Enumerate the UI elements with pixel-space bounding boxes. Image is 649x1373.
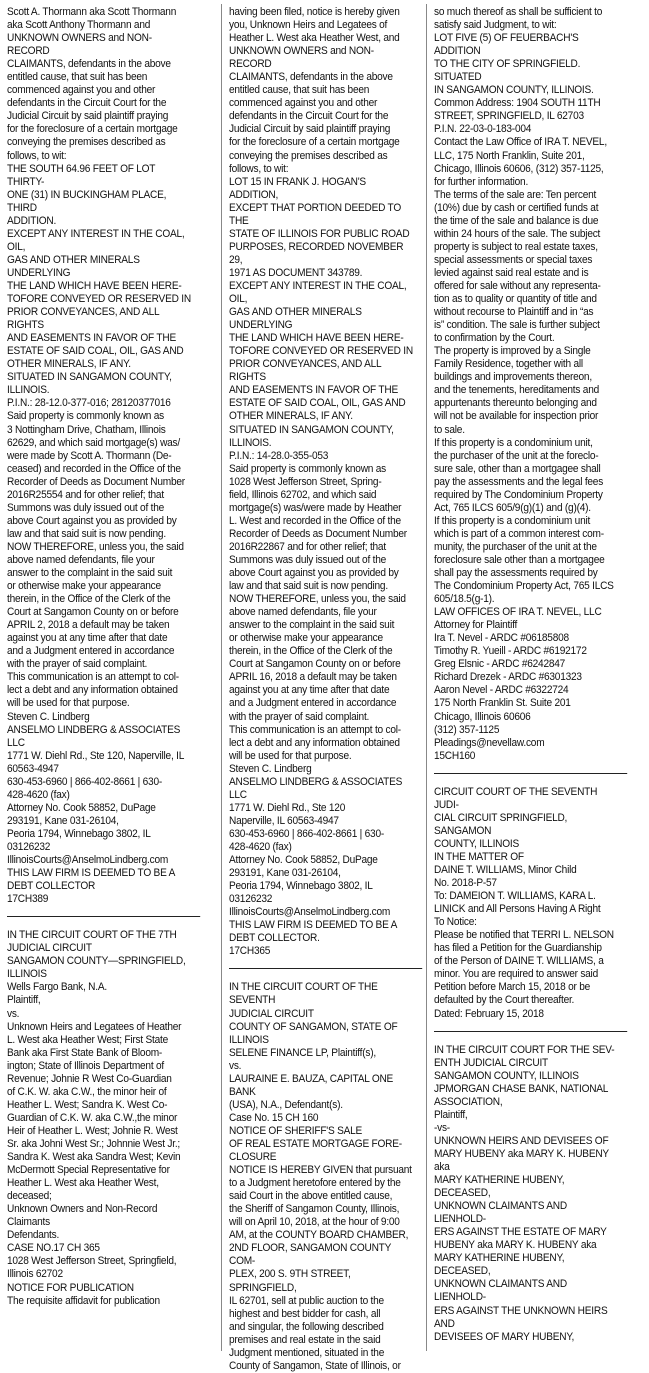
notice-separator	[434, 773, 627, 774]
notice-line: to confirmation by the Court.	[434, 332, 555, 345]
notice-line: ADDITION.	[7, 214, 57, 227]
notice-line: vs.	[7, 1007, 20, 1020]
notice-line: for the foreclosure of a certain mortgage	[229, 136, 400, 149]
notice-line: 293191, Kane 031-26104,	[7, 814, 119, 827]
notice-line: Bank aka First State Bank of Bloom-	[7, 1046, 163, 1059]
notice-line: Act, 765 ILCS 605/9(g)(1) and (g)(4).	[434, 501, 591, 514]
notice-line: commenced against you and other	[229, 97, 378, 110]
notice-line: Heather L. West; Sandra K. West Co-	[7, 1098, 168, 1111]
notice-line: has filed a Petition for the Guardianship	[434, 942, 602, 955]
notice-line: COUNTY, ILLINOIS	[434, 837, 519, 850]
notice-line: (10%) due by cash or certified funds at	[434, 201, 599, 214]
legal-notice	[434, 786, 620, 1021]
notice-line: aka Scott Anthony Thormann and	[7, 19, 151, 32]
notice-line: 03126232	[229, 893, 273, 906]
notice-line: MARY KATHERINE HUBENY, DECEASED,	[434, 1252, 565, 1278]
notice-line: GAS AND OTHER MINERALS UNDERLYING	[7, 253, 140, 279]
notice-line: to a Judgment heretofore entered by the	[229, 1177, 401, 1190]
notice-line: PLEX, 200 S. 9TH STREET, SPRINGFIELD,	[229, 1268, 351, 1294]
notice-line: CLOSURE	[229, 1151, 277, 1164]
notice-separator	[229, 968, 422, 969]
notice-line: Judgment mentioned, situated in the	[229, 1346, 385, 1359]
notice-line: will be used for that purpose.	[229, 749, 352, 762]
notice-line: so much thereof as shall be sufficient to	[434, 6, 603, 18]
notice-line: said Court in the above entitled cause,	[229, 1190, 393, 1203]
notice-line: LINICK and All Persons Having A Right	[434, 903, 601, 916]
notice-line: 1028 West Jefferson Street, Springfield,	[7, 1255, 177, 1268]
notice-line: IN THE CIRCUIT COURT FOR THE SEV-	[434, 1043, 615, 1056]
notice-line: munity, the purchaser of the unit at the	[434, 540, 597, 553]
notice-line: THE SOUTH 64.96 FEET OF LOT THIRTY-	[7, 162, 156, 188]
notice-line: GAS AND OTHER MINERALS UNDERLYING	[229, 306, 362, 332]
notice-line: NOTICE FOR PUBLICATION	[7, 1281, 134, 1294]
notice-line: IN THE CIRCUIT COURT OF THE 7TH	[7, 929, 177, 942]
notice-line: Aaron Nevel - ARDC #6322724	[434, 684, 569, 697]
notice-line: Steven C. Lindberg	[229, 762, 312, 775]
notice-line: If this property is a condominium unit	[434, 514, 591, 527]
notice-line: Naperville, IL 60563-4947	[229, 814, 339, 827]
notice-line: 428-4620 (fax)	[229, 841, 292, 853]
notice-line: NOTICE OF SHERIFF'S SALE	[229, 1124, 363, 1137]
column-divider	[221, 4, 222, 1351]
notice-line: Guardian of C.K. W. aka C.W.,the minor	[7, 1111, 178, 1124]
legal-notice	[434, 6, 620, 763]
notice-line: satisfy said Judgment, to wit:	[434, 19, 557, 32]
notice-line: PRIOR CONVEYANCES, AND ALL RIGHTS	[229, 358, 382, 384]
notice-line: Attorney No. Cook 58852, DuPage	[7, 801, 156, 814]
notice-line: levied against said real estate and is	[434, 266, 589, 279]
notice-line: will on April 10, 2018, at the hour of 9:00	[229, 1216, 400, 1229]
notice-line: Unknown Heirs and Legatees of Heather	[7, 1020, 182, 1033]
notice-line: To Notice:	[434, 916, 477, 929]
notice-line: 1771 W. Diehl Rd., Ste 120	[229, 801, 346, 814]
notice-line: OTHER MINERALS, IF ANY.	[7, 358, 131, 371]
notice-line: follows, to wit:	[229, 162, 289, 175]
notice-line: Said property is commonly known as	[229, 462, 386, 475]
notice-line: Unknown Owners and Non-Record	[7, 1203, 158, 1216]
notice-line: STATE OF ILLINOIS FOR PUBLIC ROAD	[229, 227, 410, 240]
notice-line: Summons was duly issued out of the	[229, 553, 387, 566]
notice-line: TOFORE CONVEYED OR RESERVED IN	[229, 345, 413, 358]
notice-line: L. West and recorded in the Office of the	[229, 514, 401, 527]
notice-line: OTHER MINERALS, IF ANY.	[229, 410, 353, 423]
notice-line: entitled cause, that suit has been	[229, 84, 370, 97]
notice-line: 2ND FLOOR, SANGAMON COUNTY COM-	[229, 1242, 391, 1268]
notice-line: LAURAINE E. BAUZA, CAPITAL ONE BANK	[229, 1072, 394, 1098]
notice-line: therein, in the Office of the Clerk of the	[229, 645, 393, 658]
notice-line: Recorder of Deeds as Document Number	[229, 527, 407, 540]
notice-line: above Court against you as provided by	[7, 514, 177, 527]
notice-line: SANGAMON COUNTY, ILLINOIS	[434, 1069, 579, 1082]
notice-line: lect a debt and any information obtained	[229, 736, 400, 749]
notice-line: conveying the premises described as	[229, 149, 388, 162]
notice-line: Recorder of Deeds as Document Number	[7, 475, 185, 488]
notice-line: DAINE T. WILLIAMS, Minor Child	[434, 864, 577, 876]
notice-line: IN SANGAMON COUNTY, ILLINOIS.	[434, 84, 594, 97]
notice-line: 175 North Franklin St. Suite 201	[434, 697, 571, 710]
notice-line: 2016R22867 and for other relief; that	[229, 540, 386, 553]
notice-line: ILLINOIS	[7, 968, 47, 981]
notice-line: special assessments or special taxes	[434, 253, 593, 266]
notice-line: PRIOR CONVEYANCES, AND ALL RIGHTS	[7, 306, 160, 332]
notice-line: CIAL CIRCUIT SPRINGFIELD, SANGAMON	[434, 811, 568, 837]
notice-line: The terms of the sale are: Ten percent	[434, 188, 597, 201]
notice-line: Claimants	[7, 1216, 50, 1229]
notice-line: Peoria 1794, Winnebago 3802, IL	[7, 827, 151, 840]
notice-line: ANSELMO LINDBERG & ASSOCIATES LLC	[7, 723, 181, 749]
notice-line: CLAIMANTS, defendants in the above	[229, 71, 393, 84]
notice-line: LAW OFFICES OF IRA T. NEVEL, LLC	[434, 606, 602, 619]
notice-line: Greg Elsnic - ARDC #6242847	[434, 658, 566, 671]
notice-line: EXCEPT THAT PORTION DEEDED TO THE	[229, 201, 401, 227]
notice-line: Sr. aka Johni West Sr.; Johnnie West Jr.;	[7, 1137, 181, 1150]
notice-line: Chicago, Illinois 60606	[434, 710, 531, 723]
notice-line: answer to the complaint in the said suit	[229, 619, 395, 632]
notice-line: 3 Nottingham Drive, Chatham, Illinois	[7, 423, 166, 436]
notice-line: LOT 15 IN FRANK J. HOGAN'S ADDITION,	[229, 175, 366, 201]
notice-line: Wells Fargo Bank, N.A.	[7, 981, 107, 994]
column-divider	[426, 4, 427, 1351]
notice-line: above named defendants, file your	[229, 606, 377, 619]
notice-line: 1771 W. Diehl Rd., Ste 120, Naperville, IL	[7, 749, 185, 762]
notice-line: DEBT COLLECTOR.	[229, 932, 320, 945]
notice-line: Heir of Heather L. West; Johnie R. West	[7, 1124, 178, 1137]
notice-line: therein, in the Office of the Clerk of the	[7, 593, 171, 606]
notice-line: UNKNOWN CLAIMANTS AND LIENHOLD-	[434, 1200, 567, 1226]
notice-line: UNKNOWN OWNERS and NON-RECORD	[7, 32, 152, 58]
notice-line: Court at Sangamon County on or before	[7, 606, 179, 619]
notice-line: NOTICE IS HEREBY GIVEN that pursuant	[229, 1164, 412, 1177]
notice-line: Heather L. West aka Heather West,	[7, 1177, 159, 1190]
notice-line: which is part of a common interest com-	[434, 527, 604, 540]
notice-line: AND EASEMENTS IN FAVOR OF THE	[229, 384, 398, 397]
notice-line: defaulted by the Court thereafter.	[434, 994, 575, 1007]
notice-line: 17CH365	[229, 945, 271, 958]
notice-line: Judicial Circuit by said plaintiff praying	[7, 110, 169, 123]
notice-line: will be used for that purpose.	[7, 697, 130, 710]
notice-line: ASSOCIATION,	[434, 1095, 503, 1108]
notice-line: defendants in the Circuit Court for the	[229, 110, 389, 123]
notice-line: CLAIMANTS, defendants in the above	[7, 58, 171, 71]
notice-line: follows, to wit:	[7, 149, 67, 162]
notice-line: shall pay the assessments required by	[434, 567, 598, 580]
notice-line: Common Address: 1904 SOUTH 11TH	[434, 97, 601, 110]
notice-line: Richard Drezek - ARDC #6301323	[434, 671, 582, 684]
notice-line: County of Sangamon, State of Illinois, or	[229, 1359, 401, 1372]
notice-line: (USA), N.A., Defendant(s).	[229, 1098, 343, 1111]
notice-line: 60563-4947	[7, 762, 59, 775]
notice-line: Attorney No. Cook 58852, DuPage	[229, 854, 378, 867]
notice-line: the Sheriff of Sangamon County, Illinois,	[229, 1203, 400, 1216]
notice-line: UNKNOWN OWNERS and NON-RECORD	[229, 45, 374, 71]
notice-line: ceased) and recorded in the Office of the	[7, 462, 181, 475]
notice-line: and singular, the following described	[229, 1320, 384, 1333]
notice-line: CIRCUIT COURT OF THE SEVENTH JUDI-	[434, 785, 598, 811]
legal-notice	[229, 981, 415, 1372]
notice-line: Judicial Circuit by said plaintiff praying	[229, 123, 391, 136]
notice-line: or otherwise make your appearance	[7, 580, 161, 593]
notice-line: The requisite affidavit for publication	[7, 1294, 160, 1307]
notice-line: for the foreclosure of a certain mortgage	[7, 123, 178, 136]
notice-line: STREET, SPRINGFIELD, IL 62703	[434, 110, 584, 123]
notice-line: Court at Sangamon County on or before	[229, 658, 401, 671]
notice-line: will not be available for inspection prior	[434, 410, 599, 423]
notice-line: 1028 West Jefferson Street, Spring-	[229, 475, 382, 488]
notice-line: NOW THEREFORE, unless you, the said	[7, 540, 184, 553]
notice-line: Ira T. Nevel - ARDC #06185808	[434, 632, 569, 645]
notice-line: ONE (31) IN BUCKINGHAM PLACE, THIRD	[7, 188, 167, 214]
notice-line: against you at any time after that date	[229, 684, 390, 697]
notice-line: EXCEPT ANY INTEREST IN THE COAL, OIL,	[229, 279, 407, 306]
notice-line: minor. You are required to answer said	[434, 968, 598, 981]
notice-line: mortgage(s) was/were made by Heather	[229, 501, 402, 514]
notice-line: -vs-	[434, 1121, 450, 1134]
notice-line: UNKNOWN HEIRS AND DEVISEES OF	[434, 1134, 609, 1147]
notice-line: to sale.	[434, 423, 465, 436]
notice-line: deceased;	[7, 1190, 52, 1203]
notice-line: Dated: February 15, 2018	[434, 1007, 544, 1020]
notice-line: MARY KATHERINE HUBENY, DECEASED,	[434, 1174, 565, 1200]
notice-line: P.I.N.: 14-28.0-355-053	[229, 449, 329, 462]
legal-notice	[229, 6, 415, 958]
notice-line: 03126232	[7, 841, 51, 853]
notice-line: ILLINOIS.	[229, 436, 272, 449]
notice-line: 1971 AS DOCUMENT 343789.	[229, 266, 363, 279]
notice-line: IN THE MATTER OF	[434, 850, 524, 863]
notice-line: P.I.N. 22-03-0-183-004	[434, 123, 532, 136]
notice-line: 630-453-6960 | 866-402-8661 | 630-	[229, 827, 384, 840]
notice-line: foreclosure sale other than a mortgagee	[434, 553, 605, 566]
notice-line: The property is improved by a Single	[434, 345, 591, 358]
notice-line: sure sale, other than a mortgagee shall	[434, 462, 601, 475]
notice-line: THIS LAW FIRM IS DEEMED TO BE A	[7, 867, 176, 880]
notice-line: pay the assessments and the legal fees	[434, 475, 604, 488]
notice-line: DEBT COLLECTOR	[7, 880, 96, 893]
notice-line: having been filed, notice is hereby given	[229, 6, 400, 18]
notice-line: offered for sale without any representa-	[434, 279, 601, 292]
notice-line: THIS LAW FIRM IS DEEMED TO BE A	[229, 919, 398, 932]
notice-line: for further information.	[434, 175, 529, 188]
notice-line: Pleadings@nevellaw.com	[434, 736, 545, 749]
notice-line: appurtenants thereunto belonging and	[434, 397, 597, 410]
notice-line: This communication is an attempt to col-	[229, 723, 401, 736]
notice-line: entitled cause, that suit has been	[7, 71, 148, 84]
column-3	[434, 6, 620, 1344]
notice-line: Family Residence, together with all	[434, 358, 583, 371]
notice-line: ENTH JUDICIAL CIRCUIT	[434, 1056, 548, 1069]
notice-line: Scott A. Thormann aka Scott Thormann	[7, 6, 177, 18]
notice-line: McDermott Special Representative for	[7, 1164, 170, 1177]
notice-line: above Court against you as provided by	[229, 567, 399, 580]
notice-line: of C.K. W. aka C.W., the minor heir of	[7, 1085, 167, 1098]
notice-line: you, Unknown Heirs and Legatees of	[229, 19, 388, 32]
notice-line: SELENE FINANCE LP, Plaintiff(s),	[229, 1046, 376, 1059]
notice-line: Contact the Law Office of IRA T. NEVEL,	[434, 136, 607, 149]
column-2	[229, 6, 415, 1373]
notice-line: Sandra K. West aka Sandra West; Kevin	[7, 1151, 181, 1164]
notice-line: Defendants.	[7, 1229, 60, 1242]
notice-line: THE LAND WHICH HAVE BEEN HERE-	[7, 279, 182, 292]
notice-line: JPMORGAN CHASE BANK, NATIONAL	[434, 1082, 609, 1095]
notice-line: LLC, 175 North Franklin, Suite 201,	[434, 149, 585, 162]
notice-line: above named defendants, file your	[7, 553, 155, 566]
notice-line: and a Judgment entered in accordance	[229, 697, 397, 710]
notice-line: DEVISEES OF MARY HUBENY,	[434, 1330, 575, 1343]
notice-line: JUDICIAL CIRCUIT	[229, 1007, 314, 1020]
notice-line: and a Judgment entered in accordance	[7, 645, 175, 658]
notice-line: ERS AGAINST THE ESTATE OF MARY	[434, 1226, 607, 1239]
notice-line: Plaintiff,	[434, 1108, 468, 1121]
notice-line: JUDICIAL CIRCUIT	[7, 942, 92, 955]
notice-line: is” condition. The sale is further subject	[434, 319, 600, 332]
notice-separator	[434, 1031, 627, 1032]
notice-line: 62629, and which said mortgage(s) was/	[7, 436, 180, 449]
notice-line: ILLINOIS	[229, 1033, 269, 1046]
notice-line: Timothy R. Yueill - ARDC #6192172	[434, 645, 587, 658]
notice-line: 15CH160	[434, 749, 476, 762]
notice-line: L. West aka Heather West; First State	[7, 1033, 168, 1046]
notice-line: law and that said suit is now pending.	[229, 580, 388, 593]
legal-notice	[7, 929, 193, 1307]
notice-line: Peoria 1794, Winnebago 3802, IL	[229, 880, 373, 893]
notice-line: within 24 hours of the sale. The subject	[434, 227, 601, 240]
notice-line: were made by Scott A. Thormann (De-	[7, 449, 172, 462]
notice-line: buildings and improvements thereon,	[434, 371, 592, 384]
notice-line: PURPOSES, RECORDED NOVEMBER 29,	[229, 240, 404, 266]
notice-line: SITUATED IN SANGAMON COUNTY,	[7, 371, 172, 384]
notice-line: conveying the premises described as	[7, 136, 166, 149]
notice-line: Heather L. West aka Heather West, and	[229, 32, 400, 45]
notice-line: AND EASEMENTS IN FAVOR OF THE	[7, 332, 176, 345]
notice-line: the purchaser of the unit at the foreclo-	[434, 449, 599, 462]
notice-line: IllinoisCourts@AnselmoLindberg.com	[229, 906, 391, 919]
notice-line: P.I.N.: 28-12.0-377-016; 28120377016	[7, 397, 171, 410]
notice-line: HUBENY aka MARY K. HUBENY aka	[434, 1239, 597, 1252]
notice-line: commenced against you and other	[7, 84, 156, 97]
notice-line: vs.	[229, 1059, 242, 1072]
notice-line: Revenue; Johnie R West Co-Guardian	[7, 1072, 172, 1085]
notice-line: against you at any time after that date	[7, 632, 168, 645]
notice-line: defendants in the Circuit Court for the	[7, 97, 167, 110]
notice-line: NOW THEREFORE, unless you, the said	[229, 593, 406, 606]
notice-line: AM, at the COUNTY BOARD CHAMBER,	[229, 1229, 409, 1242]
notice-line: tion as to quality or quantity of title and	[434, 293, 597, 306]
notice-line: COUNTY OF SANGAMON, STATE OF	[229, 1020, 398, 1033]
notice-line: 2016R25554 and for other relief; that	[7, 488, 164, 501]
notice-line: of the Person of DAINE T. WILLIAMS, a	[434, 955, 604, 968]
notice-line: Attorney for Plaintiff	[434, 619, 518, 632]
notice-line: The Condominium Property Act, 765 ILCS	[434, 580, 614, 593]
notice-line: This communication is an attempt to col-	[7, 671, 179, 684]
notice-line: Steven C. Lindberg	[7, 710, 90, 723]
notice-line: required by The Condominium Property	[434, 488, 603, 501]
notice-line: law and that said suit is now pending.	[7, 527, 166, 540]
notice-line: the time of the sale and balance is due	[434, 214, 599, 227]
notice-line: IL 62701, sell at public auction to the	[229, 1294, 384, 1307]
notice-line: Case No. 15 CH 160	[229, 1111, 319, 1124]
notice-line: Summons was duly issued out of the	[7, 501, 165, 514]
notice-line: field, Illinois 62702, and which said	[229, 488, 377, 501]
notice-line: and the tenements, hereditaments and	[434, 384, 600, 397]
notice-line: OF REAL ESTATE MORTGAGE FORE-	[229, 1137, 402, 1150]
notice-line: No. 2018-P-57	[434, 877, 497, 890]
notice-line: UNKNOWN CLAIMANTS AND LIENHOLD-	[434, 1278, 567, 1304]
notice-line: ington; State of Illinois Department of	[7, 1059, 164, 1072]
notice-line: THE LAND WHICH HAVE BEEN HERE-	[229, 332, 404, 345]
notice-line: 428-4620 (fax)	[7, 788, 70, 801]
notice-line: SANGAMON COUNTY—SPRINGFIELD,	[7, 955, 186, 968]
notice-line: Said property is commonly known as	[7, 410, 164, 423]
notice-line: ANSELMO LINDBERG & ASSOCIATES LLC	[229, 775, 403, 801]
notice-separator	[7, 916, 200, 917]
legal-notice	[7, 6, 193, 906]
notice-line: Petition before March 15, 2018 or be	[434, 981, 590, 994]
notice-line: property is subject to real estate taxes,	[434, 240, 598, 253]
legal-notice	[434, 1044, 620, 1344]
notice-line: with the prayer of said complaint.	[229, 710, 370, 723]
notice-line: TOFORE CONVEYED OR RESERVED IN	[7, 293, 191, 306]
notice-line: Illinois 62702	[7, 1268, 63, 1281]
notice-line: LOT FIVE (5) OF FEUERBACH'S ADDITION	[434, 32, 579, 58]
notice-line: CASE NO.17 CH 365	[7, 1242, 100, 1255]
notice-line: ERS AGAINST THE UNKNOWN HEIRS AND	[434, 1304, 608, 1330]
notice-line: with the prayer of said complaint.	[7, 658, 148, 671]
notice-line: SITUATED IN SANGAMON COUNTY,	[229, 423, 394, 436]
notice-line: or otherwise make your appearance	[229, 632, 383, 645]
notice-line: APRIL 2, 2018 a default may be taken	[7, 619, 170, 632]
notice-line: 293191, Kane 031-26104,	[229, 867, 341, 880]
notice-line: IN THE CIRCUIT COURT OF THE SEVENTH	[229, 981, 378, 1007]
notice-line: lect a debt and any information obtained	[7, 684, 178, 697]
notice-line: Chicago, Illinois 60606, (312) 357-1125,	[434, 162, 604, 175]
notice-line: ESTATE OF SAID COAL, OIL, GAS AND	[7, 345, 184, 358]
notice-line: (312) 357-1125	[434, 723, 500, 736]
notice-line: EXCEPT ANY INTEREST IN THE COAL, OIL,	[7, 227, 185, 253]
notice-line: If this property is a condominium unit,	[434, 436, 593, 449]
notice-line: To: DAMEION T. WILLIAMS, KARA L.	[434, 890, 596, 903]
notice-line: Please be notified that TERRI L. NELSON	[434, 929, 614, 942]
notice-line: IllinoisCourts@AnselmoLindberg.com	[7, 854, 169, 867]
notice-line: ILLINOIS.	[7, 384, 50, 397]
notice-line: 630-453-6960 | 866-402-8661 | 630-	[7, 775, 162, 788]
notice-line: 17CH389	[7, 893, 49, 906]
notice-line: ESTATE OF SAID COAL, OIL, GAS AND	[229, 397, 406, 410]
column-1	[7, 6, 193, 1308]
notice-line: 605/18.5(g-1).	[434, 593, 495, 606]
notice-line: APRIL 16, 2018 a default may be taken	[229, 671, 397, 684]
notice-line: MARY HUBENY aka MARY K. HUBENY aka	[434, 1147, 609, 1173]
notice-line: Plaintiff,	[7, 994, 41, 1007]
notice-line: without recourse to Plaintiff and in “as	[434, 306, 594, 319]
notice-line: answer to the complaint in the said suit	[7, 567, 173, 580]
notice-line: TO THE CITY OF SPRINGFIELD. SITUATED	[434, 58, 581, 84]
notice-line: premises and real estate in the said	[229, 1333, 381, 1346]
notice-line: highest and best bidder for cash, all	[229, 1307, 381, 1320]
